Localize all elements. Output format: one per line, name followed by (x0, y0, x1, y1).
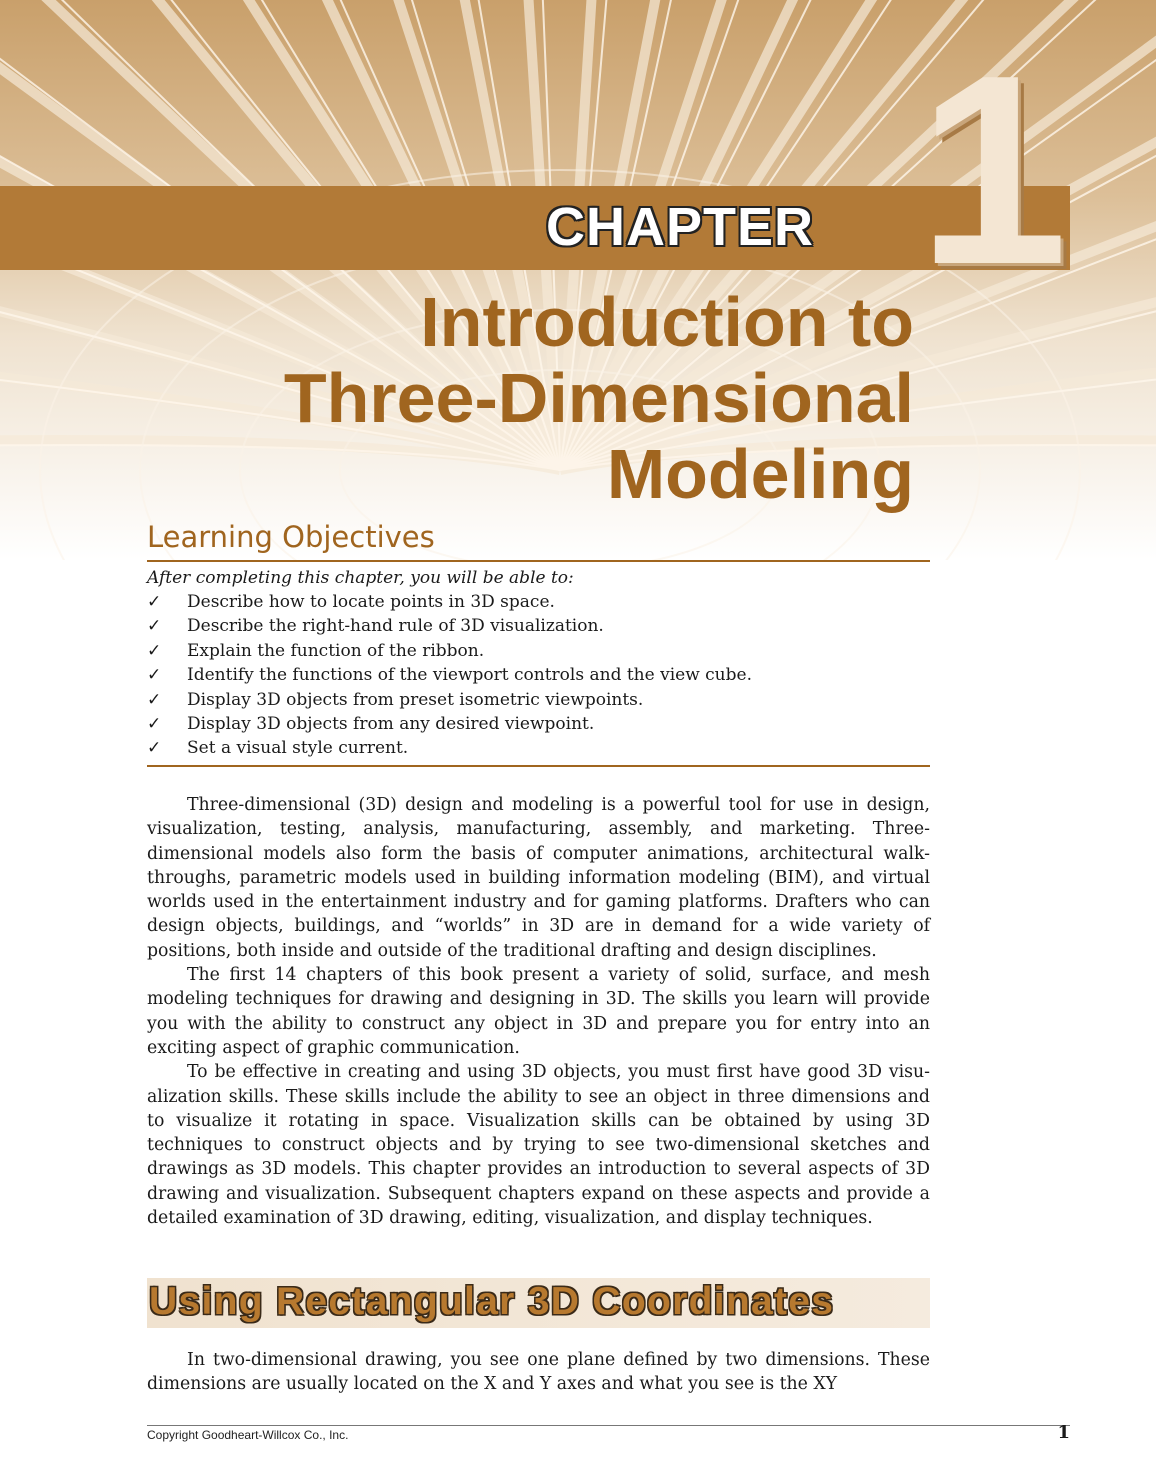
list-item (147, 688, 930, 712)
objectives-intro: After completing this chapter, you will be able to: (147, 568, 574, 588)
objective-text: Display 3D objects from preset isometric viewpoints. (187, 689, 644, 710)
objectives-heading: Learning Objectives (147, 518, 930, 562)
section-heading (147, 1278, 930, 1328)
body-text (147, 793, 930, 1230)
list-item (147, 712, 930, 736)
page-number: 1 (1057, 1422, 1070, 1443)
objective-text: Identify the functions of the viewport controls and the view cube. (187, 665, 752, 686)
check-icon: ✓ (147, 689, 162, 710)
objective-text: Describe how to locate points in 3D space. (187, 592, 555, 612)
list-item (147, 614, 930, 638)
section-body (147, 1348, 930, 1397)
check-icon: ✓ (147, 714, 162, 735)
section-heading-text: Using Rectangular 3D Coordinates (149, 1280, 835, 1323)
chapter-band (0, 186, 1070, 270)
chapter-title-line: Introduction to (420, 283, 914, 361)
objectives-list (147, 590, 930, 767)
objective-text: Display 3D objects from any desired viewpoint. (187, 714, 595, 735)
check-icon: ✓ (147, 640, 162, 661)
check-icon: ✓ (147, 616, 162, 637)
chapter-label: CHAPTER (545, 197, 814, 257)
body-paragraph: The first 14 chapters of this book present a variety of solid, surface, and mesh modeling techniques for drawing and designing in 3D. The skills you learn will provide you with the ability to construct any object in 3D and prepare you for entry into an exciting aspect of graphic communication. (147, 965, 930, 1058)
body-paragraph: In two-dimensional drawing, you see one plane defined by two dimensions. These dimensions are usually located on the X and Y axes and what you see is the XY (147, 1350, 930, 1395)
body-paragraph: Three-dimensional (3D) design and modeling is a powerful tool for use in design, visualization, testing, analysis, manufacturing, assembly, and marketing. Three-dimensional models also form the basis of computer animations, architectural walk-throughs, parametric models used in building information modeling (BIM), and virtual worlds used in the entertainment industry and for gaming platforms. Drafters who can design objects, buildings, and “worlds” in 3D are in demand for a wide variety of positions, both inside and outside of the traditional drafting and design disciplines. (147, 795, 930, 961)
objective-text: Set a visual style current. (187, 738, 409, 759)
footer-divider (147, 1425, 1070, 1426)
objective-text: Describe the right-hand rule of 3D visualization. (187, 616, 604, 637)
chapter-number: 1 (917, 20, 1068, 321)
check-icon: ✓ (147, 738, 162, 759)
chapter-title-line: Three-Dimensional (283, 359, 914, 437)
chapter-title (284, 284, 914, 512)
chapter-title-line: Modeling (606, 435, 914, 513)
copyright-notice: Copyright Goodheart-Willcox Co., Inc. (147, 1428, 349, 1442)
list-item (147, 639, 930, 663)
list-item (147, 590, 930, 614)
objective-text: Explain the function of the ribbon. (187, 640, 485, 661)
list-item (147, 736, 930, 760)
check-icon: ✓ (147, 665, 162, 686)
body-paragraph: To be effective in creating and using 3D objects, you must first have good 3D visu-alization skills. These skills include the ability to see an object in three dimensions and to visualize it rotating in space. Visualization skills can be obtained by using 3D techniques to construct objects and by trying to see two-dimensional sketches and drawings as 3D models. This chapter provides an introduction to several aspects of 3D drawing and visualization. Subsequent chapters expand on these aspects and provide a detailed examination of 3D drawing, editing, visualization, and display techniques. (147, 1062, 930, 1229)
learning-objectives (147, 518, 930, 767)
list-item (147, 663, 930, 687)
check-icon: ✓ (147, 592, 162, 612)
